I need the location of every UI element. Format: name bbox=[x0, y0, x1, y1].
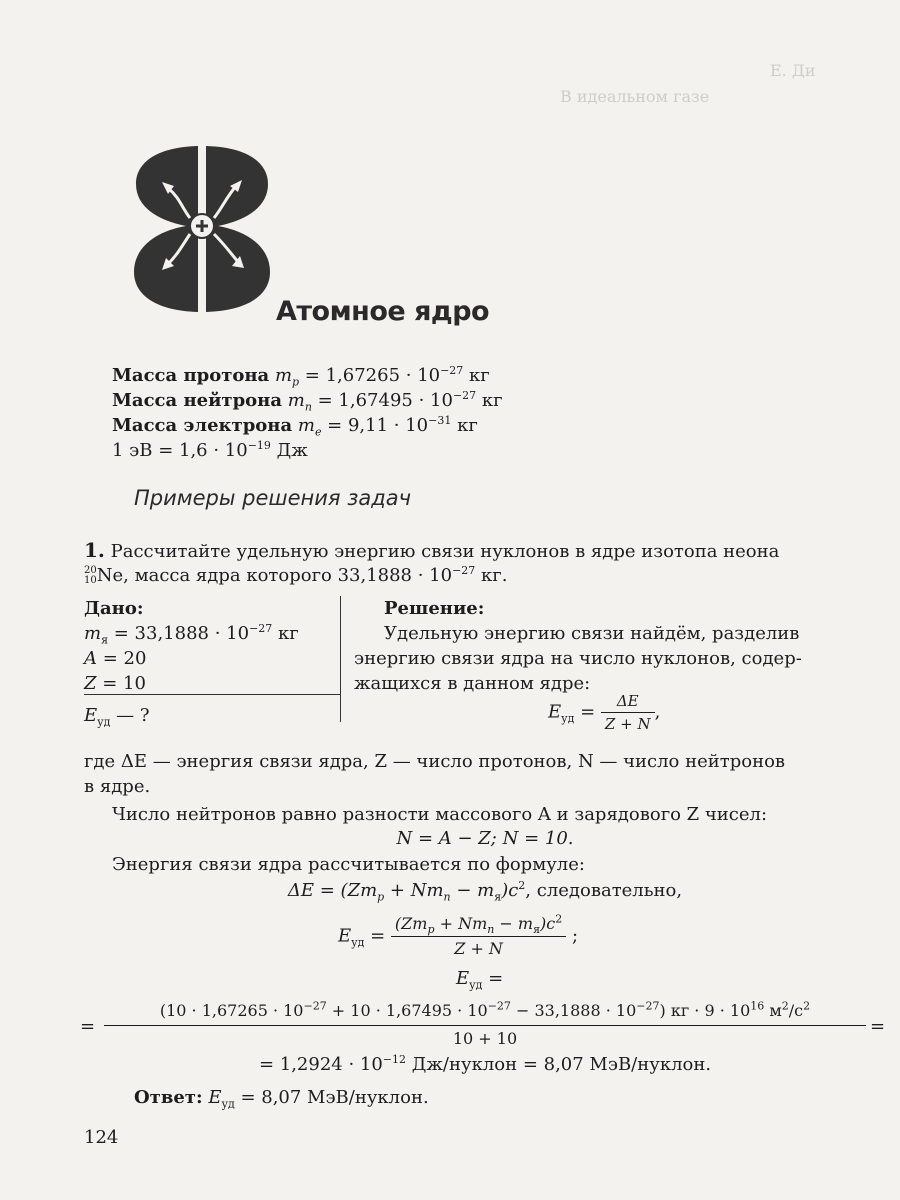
charge-number: 10 bbox=[84, 575, 97, 586]
exponent: −12 bbox=[382, 1053, 407, 1066]
symbol: m bbox=[297, 415, 315, 436]
subscript: n bbox=[304, 400, 312, 414]
subscript: p bbox=[377, 890, 385, 904]
subscript: уд bbox=[97, 715, 111, 729]
problem-number: 1. bbox=[84, 538, 105, 562]
exponent: −27 bbox=[440, 364, 464, 377]
energy-formula bbox=[80, 878, 890, 903]
symbol: m bbox=[274, 365, 293, 386]
subscript: я bbox=[494, 890, 502, 904]
fraction bbox=[391, 914, 566, 959]
value: Дж/нуклон = 8,07 МэВ/нуклон. bbox=[406, 1054, 712, 1075]
value: = 10 bbox=[96, 673, 146, 694]
subscript: я bbox=[101, 633, 109, 647]
isotope-symbol: Ne bbox=[96, 565, 124, 586]
formula-part: ΔE = (Zm bbox=[287, 880, 378, 901]
neutrons-text bbox=[112, 802, 767, 827]
exponent: −27 bbox=[636, 999, 660, 1013]
energy-text bbox=[112, 852, 585, 877]
text: жащихся в данном ядре: bbox=[354, 673, 591, 694]
solution-label bbox=[384, 596, 484, 621]
subscript: я bbox=[533, 923, 541, 937]
formula-specific-energy-lhs bbox=[456, 966, 503, 991]
formula-part: )c bbox=[540, 914, 556, 933]
exponent: −19 bbox=[247, 439, 271, 452]
fraction-bar bbox=[104, 1025, 866, 1026]
constant-label: Масса электрона bbox=[112, 415, 293, 436]
formula-part: + Nm bbox=[434, 914, 488, 933]
value: — ? bbox=[110, 705, 150, 726]
problem-text: Рассчитайте удельную энергию связи нуклонов в ядре изотопа неона bbox=[110, 541, 780, 562]
value: = 33,1888 · 10 bbox=[108, 623, 250, 644]
exponent: 2 bbox=[781, 999, 789, 1013]
where-line bbox=[84, 774, 150, 799]
subscript: n bbox=[443, 890, 451, 904]
punctuation: ; bbox=[571, 925, 579, 947]
exponent: −27 bbox=[487, 999, 511, 1013]
page-number: 124 bbox=[84, 1127, 119, 1148]
formula-part: (10 · 1,67265 · 10 bbox=[159, 1001, 304, 1020]
value: = 8,07 МэВ/нуклон. bbox=[234, 1087, 429, 1108]
where-line bbox=[84, 749, 785, 774]
exponent: 2 bbox=[803, 999, 811, 1013]
constant-proton bbox=[112, 363, 490, 388]
exponent: −27 bbox=[452, 564, 476, 577]
text: Энергия связи ядра рассчитывается по формуле: bbox=[112, 854, 585, 875]
subscript: уд bbox=[469, 978, 483, 992]
denominator: Z + N bbox=[454, 939, 503, 958]
formula-part: + Nm bbox=[384, 880, 444, 901]
problem-text: , масса ядра которого 33,1888 · 10 bbox=[123, 565, 453, 586]
bleed-through-text: В идеальном газе bbox=[560, 87, 710, 106]
text: Число нейтронов равно разности массового A и зарядового Z чисел: bbox=[112, 804, 768, 825]
problem-statement-line2 bbox=[84, 563, 507, 588]
exponent: −27 bbox=[249, 622, 273, 635]
symbol: E bbox=[84, 705, 98, 726]
exponent: −31 bbox=[428, 414, 452, 427]
unit: кг. bbox=[475, 565, 508, 586]
exponent: 16 bbox=[750, 999, 765, 1013]
constant-label: Масса нейтрона bbox=[112, 390, 282, 411]
subscript: p bbox=[427, 923, 435, 937]
text: в ядре. bbox=[84, 776, 151, 797]
symbol: E bbox=[456, 968, 470, 989]
given-divider bbox=[84, 694, 340, 695]
chapter-title: Атомное ядро bbox=[276, 296, 490, 327]
exponent: 2 bbox=[518, 879, 526, 892]
constant-label: Масса протона bbox=[112, 365, 270, 386]
solution-text bbox=[354, 646, 802, 671]
symbol: m bbox=[84, 623, 102, 644]
exponent: −27 bbox=[452, 389, 477, 402]
value: = 1,67265 · 10 bbox=[299, 365, 441, 386]
equals-sign: = bbox=[80, 1016, 96, 1037]
formula-part: м bbox=[764, 1001, 782, 1020]
label: Решение: bbox=[384, 598, 485, 619]
symbol: E bbox=[548, 701, 562, 723]
value: = 9,11 · 10 bbox=[321, 415, 429, 436]
constant-electron bbox=[112, 413, 478, 438]
subscript: уд bbox=[351, 936, 365, 950]
symbol: Z bbox=[84, 673, 97, 694]
chapter-emblem bbox=[132, 142, 272, 318]
unit: кг bbox=[272, 623, 299, 644]
formula-part: − 33,1888 · 10 bbox=[510, 1001, 637, 1020]
formula-specific-energy: $E_{уд}$ = $\frac{\Delta E}{Z + N}$ , bbox=[548, 692, 661, 733]
denominator: Z + N bbox=[604, 715, 651, 733]
neutrons-formula bbox=[80, 826, 890, 851]
result-line bbox=[80, 1052, 890, 1077]
formula-part: )c bbox=[501, 880, 519, 901]
formula-part: /с bbox=[788, 1001, 804, 1020]
answer-label: Ответ: bbox=[134, 1087, 203, 1108]
text: где ΔE — энергия связи ядра, Z — число протонов, N — число нейтронов bbox=[84, 751, 786, 772]
text: Удельную энергию связи найдём, разделив bbox=[384, 623, 800, 644]
symbol: E bbox=[338, 925, 352, 947]
subscript: e bbox=[314, 425, 322, 439]
fraction bbox=[601, 692, 655, 733]
value: = 1,67495 · 10 bbox=[311, 390, 453, 411]
constant-neutron bbox=[112, 388, 503, 413]
given-label: Дано: bbox=[84, 598, 144, 619]
text: , следовательно, bbox=[525, 880, 683, 901]
formula-part: + 10 · 1,67495 · 10 bbox=[326, 1001, 488, 1020]
exponent: −27 bbox=[303, 999, 327, 1013]
unit: кг bbox=[476, 390, 503, 411]
symbol: E bbox=[208, 1087, 222, 1108]
numerator bbox=[106, 1000, 864, 1022]
unit: кг bbox=[463, 365, 490, 386]
subscript: p bbox=[292, 375, 300, 389]
formula-specific-energy-expanded: $E_{уд}$ = $\frac{(Zm_p + Nm_n - m_я)c^2}{Z + N}$ ; bbox=[338, 912, 579, 958]
answer-line bbox=[134, 1085, 429, 1110]
constant-ev bbox=[112, 438, 308, 463]
subscript: n bbox=[487, 923, 495, 937]
unit: кг bbox=[451, 415, 478, 436]
subscript: уд bbox=[561, 712, 575, 726]
given-vertical-divider bbox=[340, 596, 341, 722]
formula: N = A − Z; N = 10. bbox=[396, 828, 574, 849]
bleed-through-text: Е. Ди bbox=[770, 61, 816, 80]
numerator bbox=[391, 914, 566, 937]
numerator: ΔE bbox=[601, 692, 655, 713]
given-find bbox=[84, 703, 149, 728]
equals-sign: = bbox=[870, 1016, 886, 1037]
symbol: A bbox=[84, 648, 97, 669]
formula-part: (Zm bbox=[394, 914, 428, 933]
punctuation: , bbox=[654, 701, 661, 723]
value: 1 эВ = 1,6 · 10 bbox=[112, 440, 248, 461]
denominator: 10 + 10 bbox=[452, 1029, 518, 1048]
text: энергию связи ядра на число нуклонов, содер- bbox=[354, 648, 802, 669]
unit: Дж bbox=[270, 440, 308, 461]
value: = 1,2924 · 10 bbox=[258, 1054, 383, 1075]
isotope-indices bbox=[84, 566, 97, 586]
subscript: уд bbox=[221, 1097, 235, 1111]
given-block bbox=[84, 596, 299, 696]
solution-text bbox=[384, 621, 884, 646]
section-title: Примеры решения задач bbox=[134, 486, 412, 510]
formula-part: − m bbox=[494, 914, 534, 933]
symbol: m bbox=[287, 390, 305, 411]
chapter-number-icon bbox=[132, 142, 272, 314]
mass-number: 20 bbox=[84, 565, 97, 576]
value: = 20 bbox=[97, 648, 147, 669]
problem-statement-line1 bbox=[84, 538, 779, 564]
formula-part: − m bbox=[450, 880, 495, 901]
equals: = bbox=[482, 968, 504, 989]
formula-part: ) кг · 9 · 10 bbox=[659, 1001, 751, 1020]
exponent: 2 bbox=[555, 912, 563, 926]
